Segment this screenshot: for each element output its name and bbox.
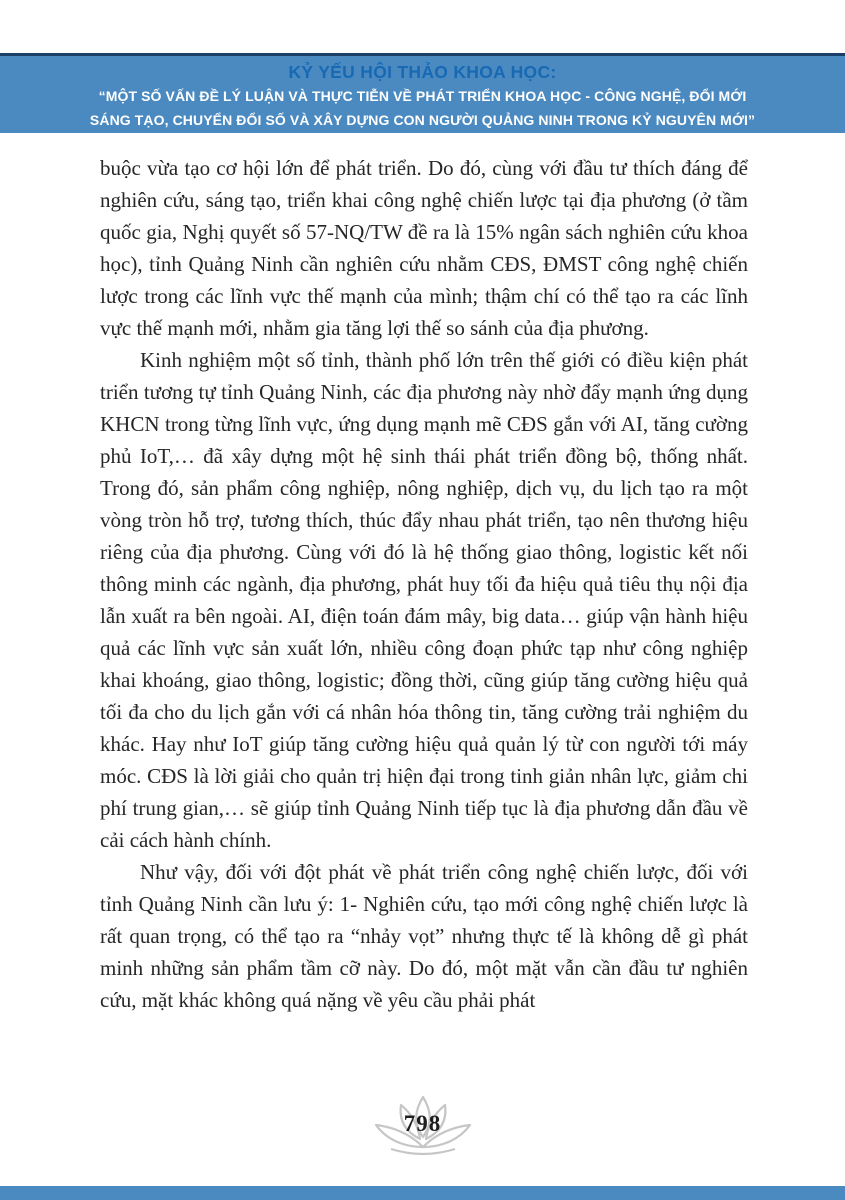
body-paragraph: Kinh nghiệm một số tỉnh, thành phố lớn trên thế giới có điều kiện phát triển tương tự tỉnh Quảng Ninh, các địa phương này nhờ đẩy mạnh ứng dụng KHCN trong từng lĩnh vực, ứng dụng mạnh mẽ CĐS gắn với AI, tăng cường phủ IoT,… đã xây dựng một hệ sinh thái phát triển đồng bộ, thống nhất. Trong đó, sản phẩm công nghiệp, nông nghiệp, dịch vụ, du lịch tạo ra một vòng tròn hỗ trợ, tương thích, thúc đẩy nhau phát triển, tạo nên thương hiệu riêng của địa phương. Cùng với đó là hệ thống giao thông, logistic kết nối thông minh các ngành, địa phương, phát huy tối đa hiệu quả tiêu thụ nội địa lẫn xuất ra bên ngoài. AI, điện toán đám mây, big data… giúp vận hành hiệu quả các lĩnh vực sản xuất lớn, nhiều công đoạn phức tạp như công nghiệp khai khoáng, giao thông, logistic; đồng thời, cũng giúp tăng cường hiệu quả tối đa cho du lịch gắn với cá nhân hóa thông tin, tăng cường trải nghiệm du khác. Hay như IoT giúp tăng cường hiệu quả quản lý từ con người tới máy móc. CĐS là lời giải cho quản trị hiện đại trong tinh giản nhân lực, giảm chi phí trung gian,… sẽ giúp tỉnh Quảng Ninh tiếp tục là địa phương dẫn đầu về cải cách hành chính. [100, 348, 748, 852]
conference-header-banner [0, 53, 845, 133]
conference-subtitle-line-2: SÁNG TẠO, CHUYỂN ĐỔI SỐ VÀ XÂY DỰNG CON NGƯỜI QUẢNG NINH TRONG KỶ NGUYÊN MỚI” [89, 112, 756, 128]
page-body [100, 152, 748, 1016]
body-paragraph: buộc vừa tạo cơ hội lớn để phát triển. Do đó, cùng với đầu tư thích đáng để nghiên cứu, sáng tạo, triển khai công nghệ chiến lược tại địa phương (ở tầm quốc gia, Nghị quyết số 57-NQ/TW đề ra là 15% ngân sách nghiên cứu khoa học), tỉnh Quảng Ninh cần nghiên cứu nhằm CĐS, ĐMST công nghệ chiến lược trong các lĩnh vực thế mạnh của mình; thậm chí có thể tạo ra các lĩnh vực thế mạnh mới, nhằm gia tăng lợi thế so sánh của địa phương. [100, 156, 748, 340]
conference-subtitle-line-1: “MỘT SỐ VẤN ĐỀ LÝ LUẬN VÀ THỰC TIỄN VỀ PHÁT TRIỂN KHOA HỌC - CÔNG NGHỆ, ĐỔI MỚI [98, 88, 747, 104]
proceedings-title: KỶ YẾU HỘI THẢO KHOA HỌC: [288, 62, 557, 82]
footer-bar [0, 1186, 845, 1200]
page-number: 798 [403, 1111, 442, 1136]
lotus-ornament [363, 1093, 483, 1157]
page-footer [0, 1093, 845, 1157]
body-paragraph: Như vậy, đối với đột phát về phát triển công nghệ chiến lược, đối với tỉnh Quảng Ninh cần lưu ý: 1- Nghiên cứu, tạo mới công nghệ chiến lược là rất quan trọng, có thể tạo ra “nhảy vọt” nhưng thực tế là không dễ gì phát minh những sản phẩm tầm cỡ này. Do đó, một mặt vẫn cần đầu tư nghiên cứu, mặt khác không quá nặng về yêu cầu phải phát [100, 860, 748, 1012]
